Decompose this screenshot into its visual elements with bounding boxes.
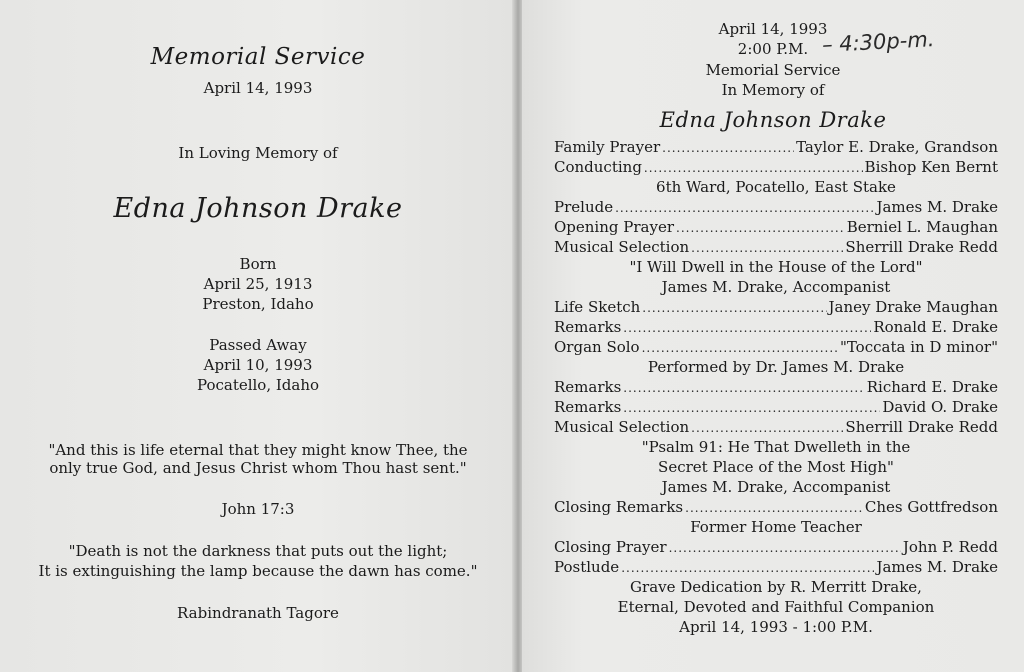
born-date: April 25, 1913 [203,275,313,293]
program-note: Eternal, Devoted and Faithful Companion [617,598,935,616]
in-loving-memory: In Loving Memory of [178,144,338,162]
program-note: April 14, 1993 - 1:00 P.M. [679,618,873,636]
poem-quote-line: "Death is not the darkness that puts out the light; [68,542,448,560]
dot-leader [662,138,794,156]
right-page [522,0,1024,672]
scripture-quote-line: only true God, and Jesus Christ whom Thou hast sent." [49,459,467,477]
program-service-title: Memorial Service [705,61,841,79]
program-item-label: Opening Prayer [554,218,674,236]
program-item [554,378,998,398]
program-item-label: Prelude [554,198,614,216]
program-item-label: Closing Prayer [554,538,667,556]
passed-label: Passed Away [209,336,307,354]
program-item-label: Life Sketch [554,298,641,316]
dot-leader [615,198,874,216]
dot-leader [623,318,871,336]
program-item-label: Closing Remarks [554,498,684,516]
program-item-value: Richard E. Drake [866,378,998,396]
dot-leader [676,218,845,236]
dot-leader [623,378,864,396]
program-deceased-name: Edna Johnson Drake [659,108,887,132]
program-note: James M. Drake, Accompanist [661,278,891,296]
program-item [554,298,998,318]
program-item-value: Bishop Ken Bernt [864,158,998,176]
dot-leader [644,158,863,176]
program-item [554,498,998,518]
program-item-label: Postlude [554,558,620,576]
born-place: Preston, Idaho [202,295,314,313]
program-item-value: David O. Drake [882,398,998,416]
service-title: Memorial Service [150,44,366,70]
program-item-value: Janey Drake Maughan [828,298,998,316]
program-item-value: "Toccata in D minor" [839,338,998,356]
program-time: 2:00 P.M. [737,40,809,58]
program-item-label: Organ Solo [554,338,640,356]
program-item-label: Remarks [554,398,622,416]
quote-author: Rabindranath Tagore [177,604,339,622]
born-label: Born [239,255,277,273]
program-item-label: Musical Selection [554,418,690,436]
scripture-quote-line: "And this is life eternal that they might know Thee, the [48,441,468,459]
program-item-value: Berniel L. Maughan [846,218,998,236]
dot-leader [691,238,843,256]
dot-leader [685,498,863,516]
poem-quote-line: It is extinguishing the lamp because the dawn has come." [38,562,478,580]
program-item-value: James M. Drake [876,558,998,576]
dot-leader [669,538,901,556]
program-note: James M. Drake, Accompanist [661,478,891,496]
program-item [554,218,998,238]
program-item-value: John P. Redd [902,538,998,556]
program-note: "I Will Dwell in the House of the Lord" [629,258,923,276]
program-item [554,238,998,258]
dot-leader [642,298,826,316]
program-item [554,318,998,338]
program-item [554,338,998,358]
program-item-value: Sherrill Drake Redd [845,418,998,436]
program-item-label: Family Prayer [554,138,661,156]
handwritten-note: – 4:30p-m. [821,27,935,57]
dot-leader [691,418,843,436]
program-note: Secret Place of the Most High" [658,458,894,476]
program-item-value: Sherrill Drake Redd [845,238,998,256]
scripture-reference: John 17:3 [221,500,295,518]
program-note: 6th Ward, Pocatello, East Stake [656,178,896,196]
program-note: Grave Dedication by R. Merritt Drake, [630,578,922,596]
program-item-label: Conducting [554,158,642,176]
dot-leader [623,398,880,416]
deceased-name: Edna Johnson Drake [113,193,403,224]
program-item-value: Ches Gottfredson [864,498,998,516]
program-item-value: Taylor E. Drake, Grandson [796,138,998,156]
program-item-value: Ronald E. Drake [873,318,998,336]
passed-place: Pocatello, Idaho [196,376,320,394]
program-item [554,158,998,178]
program-item-label: Remarks [554,318,622,336]
program-note: "Psalm 91: He That Dwelleth in the [641,438,911,456]
program-item [554,398,998,418]
program-date: April 14, 1993 [718,20,828,38]
program-note: Performed by Dr. James M. Drake [647,358,905,376]
dot-leader [642,338,838,356]
program-item [554,138,998,158]
service-date: April 14, 1993 [203,79,313,97]
dot-leader [621,558,874,576]
program-item [554,538,998,558]
program-item-value: James M. Drake [876,198,998,216]
program-item [554,198,998,218]
passed-date: April 10, 1993 [203,356,313,374]
program-item [554,558,998,578]
program-item-label: Remarks [554,378,622,396]
program-item [554,418,998,438]
program-list [554,138,998,638]
program-note: Former Home Teacher [690,518,862,536]
in-memory-of: In Memory of [721,81,825,99]
program-item-label: Musical Selection [554,238,690,256]
